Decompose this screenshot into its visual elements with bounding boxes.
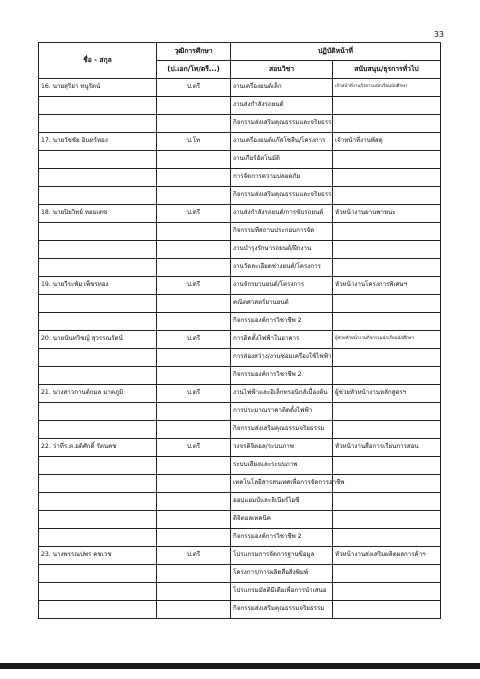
education-cell <box>157 529 231 547</box>
teacher-name-cell: 16. นายสุริยา หนูรัตน์ <box>39 79 157 97</box>
table-row <box>39 547 441 565</box>
subject-cell: การจัดการความปลอดภัย <box>231 169 333 187</box>
subject-cell: กิจกรรมองค์การวิชาชีพ 2 <box>231 313 333 331</box>
table-row <box>39 403 441 421</box>
support-duty-cell: หัวหน้างานยานพาหนะ <box>333 205 441 223</box>
education-cell: ป.ตรี <box>157 277 231 295</box>
subject-cell: กิจกรรมที่สถานประกอบการจัด <box>231 223 333 241</box>
teacher-name-cell <box>39 565 157 583</box>
subject-cell: งานส่งกำลังรถยนต์/การขับรถยนต์ <box>231 205 333 223</box>
table-row <box>39 259 441 277</box>
table-row <box>39 115 441 133</box>
teacher-name-cell <box>39 475 157 493</box>
support-duty-cell <box>333 259 441 277</box>
support-duty-cell <box>333 601 441 619</box>
teacher-name-cell <box>39 169 157 187</box>
education-cell <box>157 367 231 385</box>
teacher-name-cell: 20. นายนันทวิชญ์ สุวรรณรัตน์ <box>39 331 157 349</box>
subject-cell: งานเครื่องยนต์เล็ก <box>231 79 333 97</box>
subject-cell: งานเกียร์อัตโนมัติ <box>231 151 333 169</box>
support-duty-cell: เจ้าหน้าที่งานพัสดุ <box>333 133 441 151</box>
subject-cell: กิจกรรมส่งเสริมคุณธรรมจริยธรรม <box>231 421 333 439</box>
teacher-name-cell: 23. นางพรรณปพร คชเวช <box>39 547 157 565</box>
header-subject: สอนวิชา <box>231 61 333 79</box>
education-cell <box>157 259 231 277</box>
table-body <box>39 79 441 619</box>
support-duty-cell <box>333 529 441 547</box>
table-row <box>39 97 441 115</box>
subject-cell: งานส่งกำลังรถยนต์ <box>231 97 333 115</box>
staff-duty-table <box>38 42 441 619</box>
support-duty-cell: หัวหน้างานโครงการพิเศษฯ <box>333 277 441 295</box>
education-cell: ป.โท <box>157 133 231 151</box>
teacher-name-cell <box>39 313 157 331</box>
subject-cell: การติดตั้งไฟฟ้าในอาคาร <box>231 331 333 349</box>
education-cell <box>157 295 231 313</box>
education-cell <box>157 475 231 493</box>
subject-cell: งานไฟฟ้าและอิเล็กทรอนิกส์เบื้องต้น <box>231 385 333 403</box>
subject-cell: คณิตศาสตร์ยานยนต์ <box>231 295 333 313</box>
table-row <box>39 529 441 547</box>
teacher-name-cell <box>39 241 157 259</box>
education-cell: ป.ตรี <box>157 205 231 223</box>
teacher-name-cell <box>39 403 157 421</box>
teacher-name-cell <box>39 187 157 205</box>
education-cell <box>157 349 231 367</box>
subject-cell: งานจักรยานยนต์/โครงการ <box>231 277 333 295</box>
subject-cell: กิจกรรมส่งเสริมคุณธรรมและจริยธรร <box>231 115 333 133</box>
page-number: 33 <box>433 30 444 39</box>
table-row <box>39 241 441 259</box>
support-duty-cell: หัวหน้างานส่งเสริมผลิตผลการค้าฯ <box>333 547 441 565</box>
teacher-name-cell <box>39 583 157 601</box>
subject-cell: การส่องสว่าง/งานซ่อมเครื่องใช้ไฟฟ้า <box>231 349 333 367</box>
teacher-name-cell <box>39 367 157 385</box>
education-cell <box>157 403 231 421</box>
education-cell <box>157 313 231 331</box>
support-duty-cell <box>333 493 441 511</box>
support-duty-cell: หัวหน้างานสื่อการเรียนการสอน <box>333 439 441 457</box>
header-support: สนับสนุน/ธุรการทั่วไป <box>333 61 441 79</box>
table-row <box>39 151 441 169</box>
education-cell <box>157 457 231 475</box>
education-cell <box>157 115 231 133</box>
table-row <box>39 277 441 295</box>
subject-cell: งานวัดละเอียดช่างยนต์/โครงการ <box>231 259 333 277</box>
education-cell: ป.ตรี <box>157 385 231 403</box>
education-cell <box>157 601 231 619</box>
subject-cell: กิจกรรมส่งเสริมคุณธรรมจริยธรรม <box>231 601 333 619</box>
education-cell <box>157 241 231 259</box>
teacher-name-cell <box>39 349 157 367</box>
teacher-name-cell <box>39 295 157 313</box>
support-duty-cell: ผู้ช่วยหัวหน้างานกิจกรรมนักเรียนนักศึกษา <box>333 331 441 349</box>
bottom-bar <box>0 663 480 669</box>
subject-cell: กิจกรรมองค์การวิชาชีพ 2 <box>231 529 333 547</box>
subject-cell: ออปแอมป์และลิเนียร์ไอซี <box>231 493 333 511</box>
support-duty-cell <box>333 151 441 169</box>
header-name: ชื่อ - สกุล <box>39 43 157 79</box>
table-row <box>39 421 441 439</box>
support-duty-cell <box>333 583 441 601</box>
support-duty-cell <box>333 115 441 133</box>
support-duty-cell <box>333 169 441 187</box>
subject-cell: ดิจิตอลเทคนิค <box>231 511 333 529</box>
subject-cell: โครงการ/การผลิตสื่อสิ่งพิมพ์ <box>231 565 333 583</box>
table-row <box>39 511 441 529</box>
teacher-name-cell <box>39 601 157 619</box>
teacher-name-cell: 19. นายวีระพัย เพ็ชรทอง <box>39 277 157 295</box>
table-row <box>39 367 441 385</box>
education-cell <box>157 421 231 439</box>
header-row-1 <box>39 43 441 61</box>
table-row <box>39 493 441 511</box>
education-cell <box>157 223 231 241</box>
table-row <box>39 583 441 601</box>
education-cell: ป.ตรี <box>157 331 231 349</box>
education-cell <box>157 511 231 529</box>
header-duties: ปฏิบัติหน้าที่ <box>231 43 441 61</box>
support-duty-cell <box>333 565 441 583</box>
support-duty-cell <box>333 511 441 529</box>
teacher-name-cell <box>39 511 157 529</box>
subject-cell: กิจกรรมส่งเสริมคุณธรรมและจริยธรร <box>231 187 333 205</box>
table-row <box>39 565 441 583</box>
teacher-name-cell <box>39 457 157 475</box>
table-row <box>39 601 441 619</box>
education-cell <box>157 187 231 205</box>
table-row <box>39 295 441 313</box>
table-row <box>39 169 441 187</box>
table-row <box>39 475 441 493</box>
support-duty-cell <box>333 457 441 475</box>
support-duty-cell <box>333 223 441 241</box>
subject-cell: การประมาณราคาติดตั้งไฟฟ้า <box>231 403 333 421</box>
table-row <box>39 331 441 349</box>
teacher-name-cell <box>39 259 157 277</box>
table-row <box>39 223 441 241</box>
teacher-name-cell <box>39 115 157 133</box>
support-duty-cell <box>333 313 441 331</box>
subject-cell: วงจรดิจิตอล/ระบบภาพ <box>231 439 333 457</box>
support-duty-cell: เจ้าหน้าที่งานกิจกรรมนักเรียนนักศึกษา <box>333 79 441 97</box>
support-duty-cell <box>333 475 441 493</box>
support-duty-cell <box>333 295 441 313</box>
education-cell <box>157 493 231 511</box>
education-cell <box>157 169 231 187</box>
table-row <box>39 133 441 151</box>
table-row <box>39 313 441 331</box>
teacher-name-cell <box>39 493 157 511</box>
table-row <box>39 79 441 97</box>
subject-cell: เทคโนโลยีสารสนเทศเพื่อการจัดการอาชีพ <box>231 475 333 493</box>
teacher-name-cell <box>39 529 157 547</box>
support-duty-cell <box>333 187 441 205</box>
teacher-name-cell: 18. นายปิยวิทย์ หอมเดช <box>39 205 157 223</box>
subject-cell: กิจกรรมองค์การวิชาชีพ 2 <box>231 367 333 385</box>
education-cell: ป.ตรี <box>157 439 231 457</box>
education-cell <box>157 583 231 601</box>
subject-cell: งานเครื่องยนต์แก๊สโซลีน/โครงการ <box>231 133 333 151</box>
teacher-name-cell: 22. ว่าที่ร.ต.อดิศักดิ์ รัตนคช <box>39 439 157 457</box>
subject-cell: งานบำรุงรักษารถยนต์/ฝึกงาน <box>231 241 333 259</box>
support-duty-cell <box>333 97 441 115</box>
education-cell <box>157 97 231 115</box>
subject-cell: โปรแกรมมัลติมีเดียเพื่อการนำเสนอ <box>231 583 333 601</box>
table-row <box>39 439 441 457</box>
education-cell <box>157 151 231 169</box>
teacher-name-cell <box>39 421 157 439</box>
subject-cell: โปรแกรมการจัดการฐานข้อมูล <box>231 547 333 565</box>
support-duty-cell: ผู้ช่วยหัวหน้างานหลักสูตรฯ <box>333 385 441 403</box>
teacher-name-cell: 21. นางสาวกานต์กมล มาคภูมิ <box>39 385 157 403</box>
support-duty-cell <box>333 367 441 385</box>
support-duty-cell <box>333 241 441 259</box>
table-row <box>39 187 441 205</box>
subject-cell: ระบบเสียงและระบบภาพ <box>231 457 333 475</box>
teacher-name-cell <box>39 223 157 241</box>
education-cell <box>157 565 231 583</box>
header-education-levels: (ป.เอก/โท/ตรี...) <box>157 61 231 79</box>
header-education: วุฒิการศึกษา <box>157 43 231 61</box>
teacher-name-cell <box>39 97 157 115</box>
support-duty-cell <box>333 403 441 421</box>
education-cell: ป.ตรี <box>157 547 231 565</box>
table-row <box>39 385 441 403</box>
table-row <box>39 457 441 475</box>
table-row <box>39 349 441 367</box>
support-duty-cell <box>333 421 441 439</box>
education-cell: ป.ตรี <box>157 79 231 97</box>
teacher-name-cell: 17. นายวัชชัย อินทร์ทอง <box>39 133 157 151</box>
support-duty-cell <box>333 349 441 367</box>
table-row <box>39 205 441 223</box>
teacher-name-cell <box>39 151 157 169</box>
